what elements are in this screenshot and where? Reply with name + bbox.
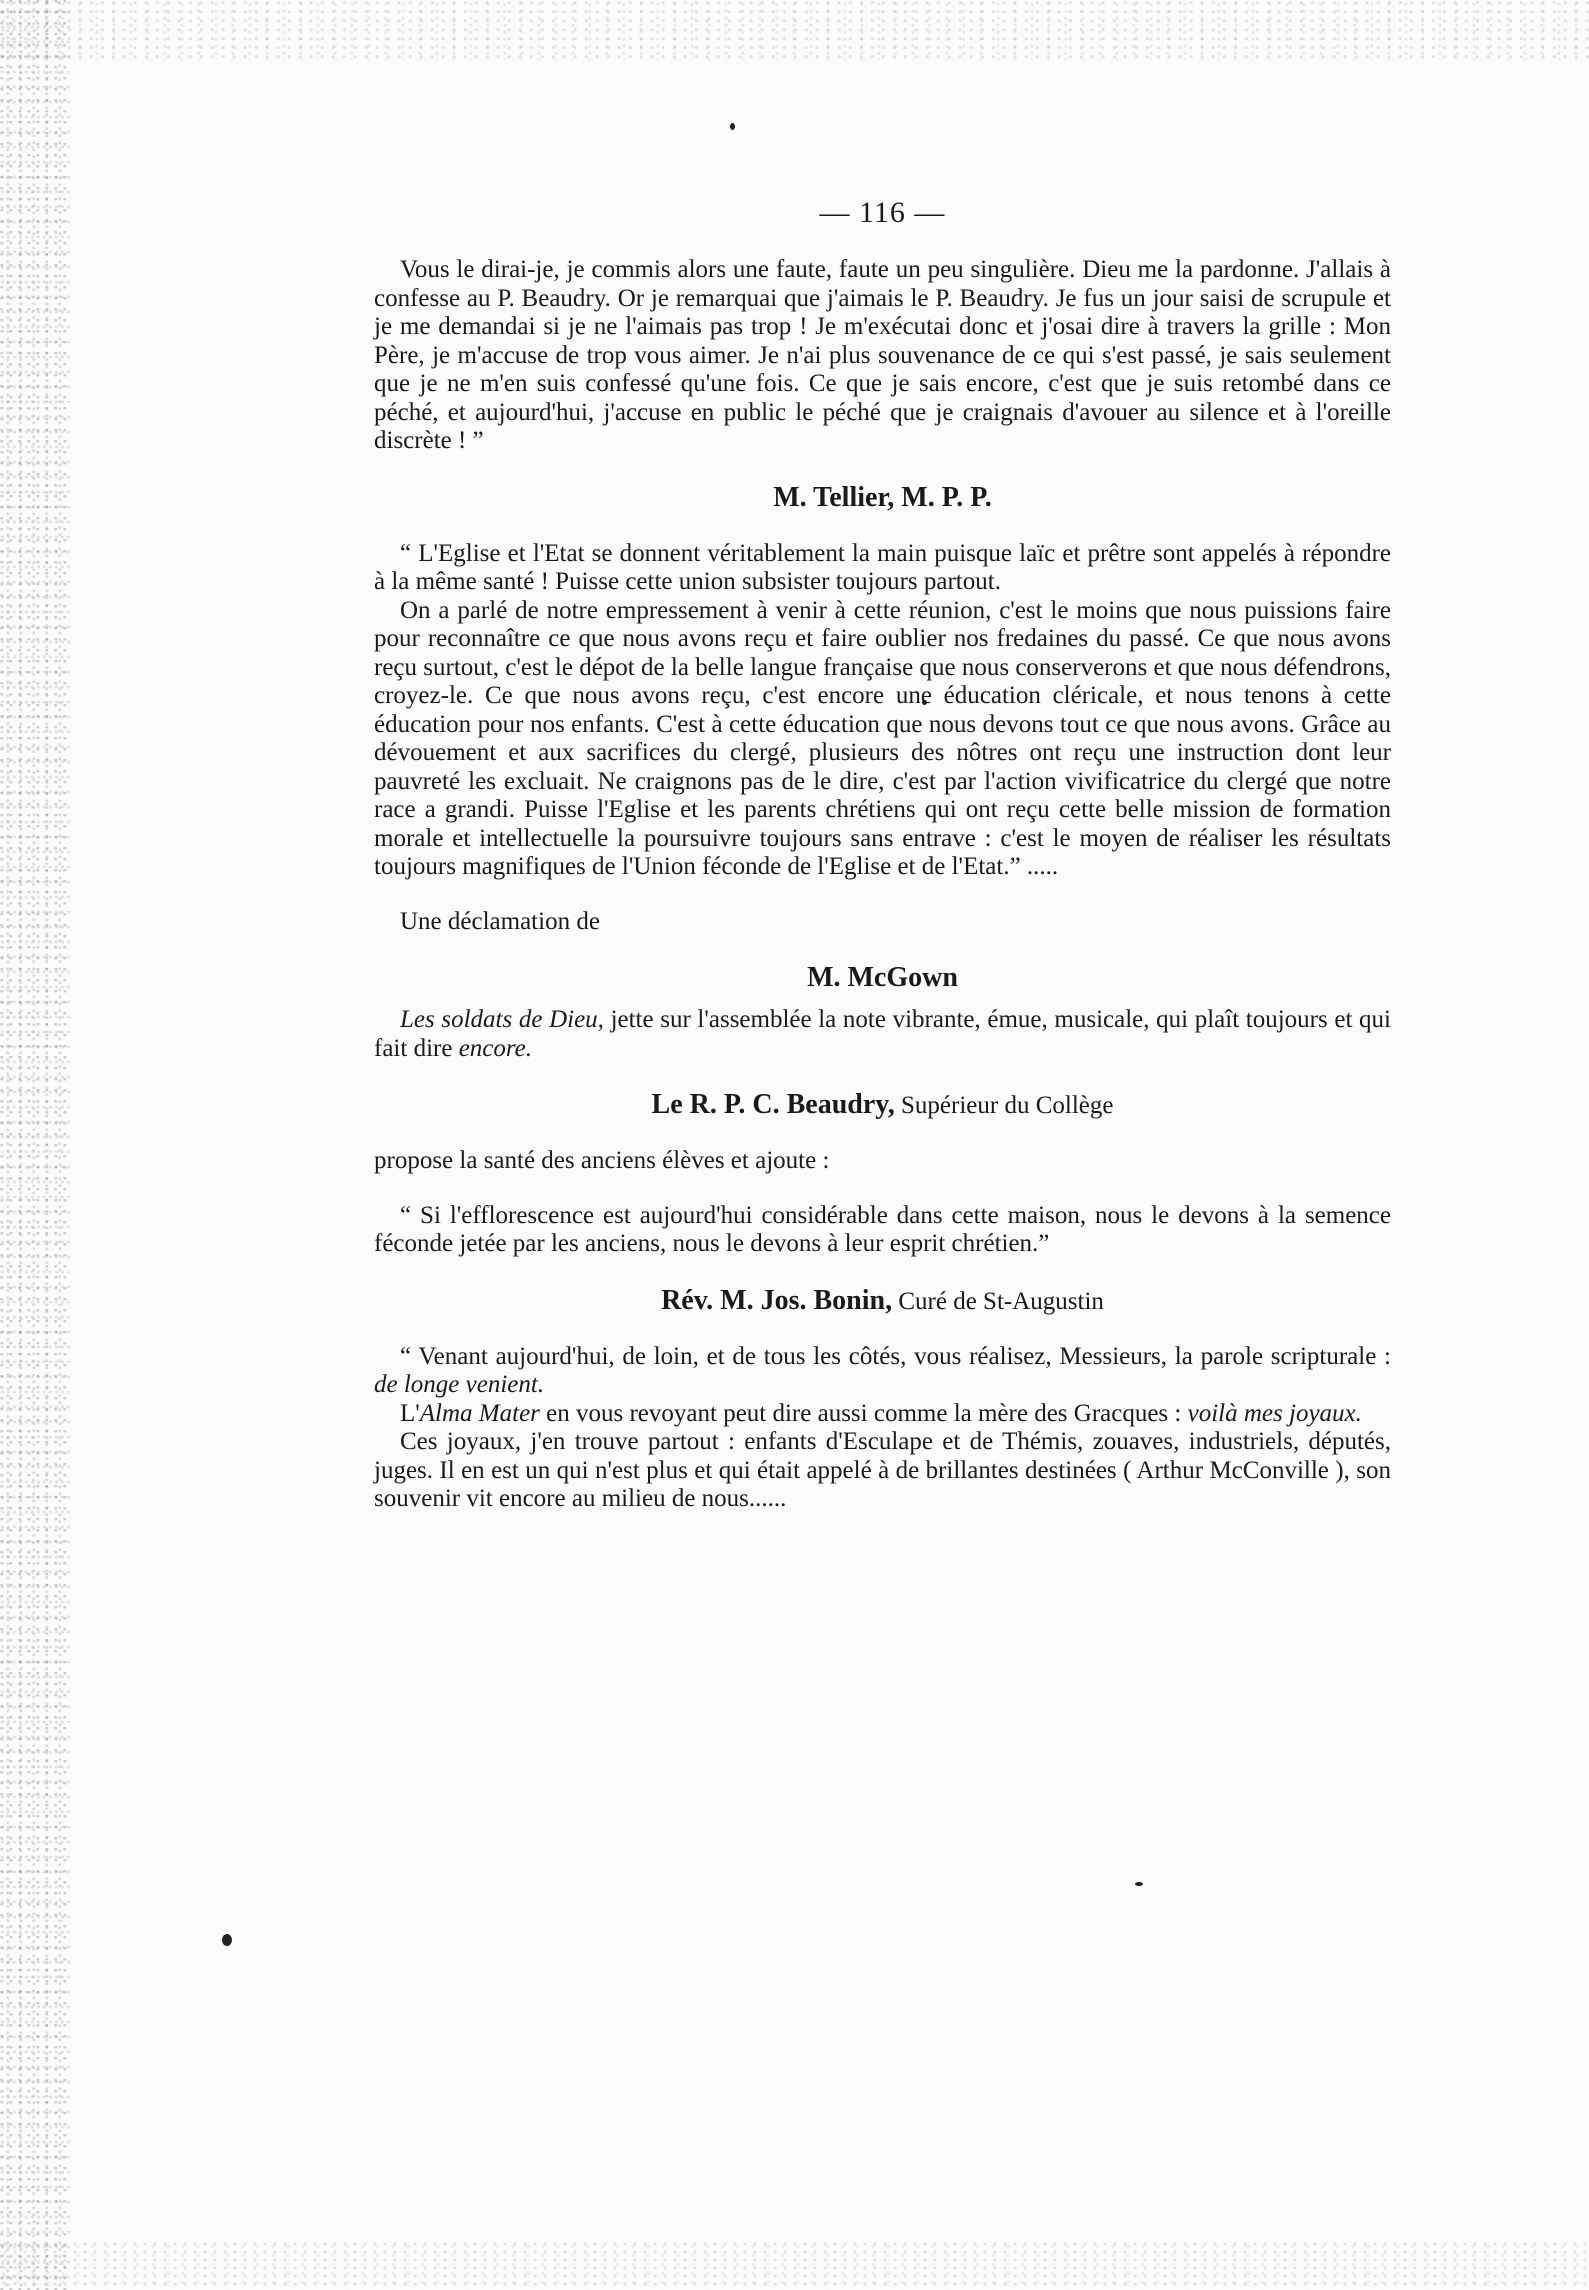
ink-speck (222, 1934, 232, 1946)
italic-title: Les soldats de Dieu, (400, 1006, 604, 1033)
page-text (374, 196, 1391, 1514)
paragraph: propose la santé des anciens élèves et ajoute : (374, 1147, 830, 1174)
speaker-role: Supérieur du Collège (894, 1092, 1114, 1119)
paragraph-text: L' (400, 1399, 420, 1427)
scan-edge-top (0, 0, 1589, 60)
italic-title: Alma Mater (419, 1399, 540, 1427)
ink-speck (1135, 1882, 1143, 1886)
paragraph (374, 1343, 1391, 1400)
paragraph-text: “ Venant aujourd'hui, de loin, et de tous les côtés, vous réalisez, Messieurs, la parole scripturale : (400, 1342, 1391, 1370)
paragraph: On a parlé de notre empressement à venir à cette réunion, c'est le moins que nous puissions faire pour reconnaître ce que nous avons reçu et faire oublier nos fredaines du passé. Ce que nous avons reçu surtout, c'est le dépot de la belle langue française que nous conserverons et que nous défendrons, croyez-le. Ce que nous avons reçu, c'est encore une éducation cléricale, et nous tenons à cette éducation pour nos enfants. C'est à cette éducation que nous devons tout ce que nous avons. Grâce au dévouement et aux sacrifices du clergé, plusieurs des nôtres ont reçu une instruction dont leur pauvreté les excluait. Ne craignons pas de le dire, c'est par l'action vivificatrice du clergé que notre race a grandi. Puisse l'Eglise et les parents chrétiens qui ont reçu cette belle mission de formation morale et intellectuelle la poursuivre toujours sans entrave : c'est le moyen de réaliser les résultats toujours magnifiques de l'Union féconde de l'Eglise et de l'Etat.” ..... (374, 596, 1391, 880)
paragraph (374, 1400, 1391, 1429)
speaker-name: Rév. M. Jos. Bonin, (661, 1284, 893, 1316)
italic-quote: voilà mes joyaux. (1187, 1399, 1362, 1427)
paragraph: Une déclamation de (400, 907, 600, 935)
speaker-heading (374, 1089, 1391, 1121)
paragraph: “ L'Eglise et l'Etat se donnent véritablement la main puisque laïc et prêtre sont appelés à répondre à la même santé ! Puisse cette union subsister toujours partout. (374, 539, 1391, 595)
italic-quote: de longe venient. (374, 1371, 545, 1398)
scan-edge-bottom (0, 2240, 1589, 2290)
speaker-role: Curé de St-Augustin (892, 1287, 1104, 1315)
paragraph (374, 1006, 1391, 1063)
speaker-heading (374, 1285, 1391, 1317)
paragraph: Vous le dirai-je, je commis alors une faute, faute un peu singulière. Dieu me la pardonne. J'allais à confesse au P. Beaudry. Or je remarquai que j'aimais le P. Beaudry. Je fus un jour saisi de scrupule et je me demandai si je ne l'aimais pas trop ! Je m'exécutai donc et j'osai dire à travers la grille : Mon Père, je m'accuse de trop vous aimer. Je n'ai plus souvenance de ce qui s'est passé, je sais seulement que je ne m'en suis confessé qu'une fois. Ce que je sais encore, c'est que je suis retombé dans ce péché, et aujourd'hui, j'accuse en public le péché que je craignais d'avouer au silence et à l'oreille discrète ! ” (374, 256, 1391, 454)
page-number: — 116 — (819, 196, 946, 229)
paragraph: “ Si l'efflorescence est aujourd'hui considérable dans cette maison, nous le devons à la semence féconde jetée par les anciens, nous le devons à leur esprit chrétien.” (374, 1201, 1391, 1257)
italic-word: encore. (458, 1034, 533, 1062)
speaker-name: M. Tellier, M. P. P. (773, 481, 992, 513)
speaker-name: M. McGown (807, 962, 958, 993)
scan-edge-left (0, 0, 70, 2290)
paragraph: Ces joyaux, j'en trouve partout : enfants d'Esculape et de Thémis, zouaves, industriels, députés, juges. Il en est un qui n'est plus et qui était appelé à de brillantes destinées ( Arthur McConville ), son souvenir vit encore au milieu de nous...... (374, 1428, 1391, 1512)
speaker-heading (374, 482, 1391, 514)
speaker-name: Le R. P. C. Beaudry, (651, 1089, 895, 1120)
speaker-heading (374, 962, 1391, 994)
paragraph-text: jette sur l'assemblée la note vibrante, émue, musicale, qui plaît toujours et qui fait dire (374, 1006, 1391, 1062)
paragraph-text: en vous revoyant peut dire aussi comme la mère des Gracques : (539, 1399, 1188, 1427)
ink-speck (730, 123, 735, 130)
